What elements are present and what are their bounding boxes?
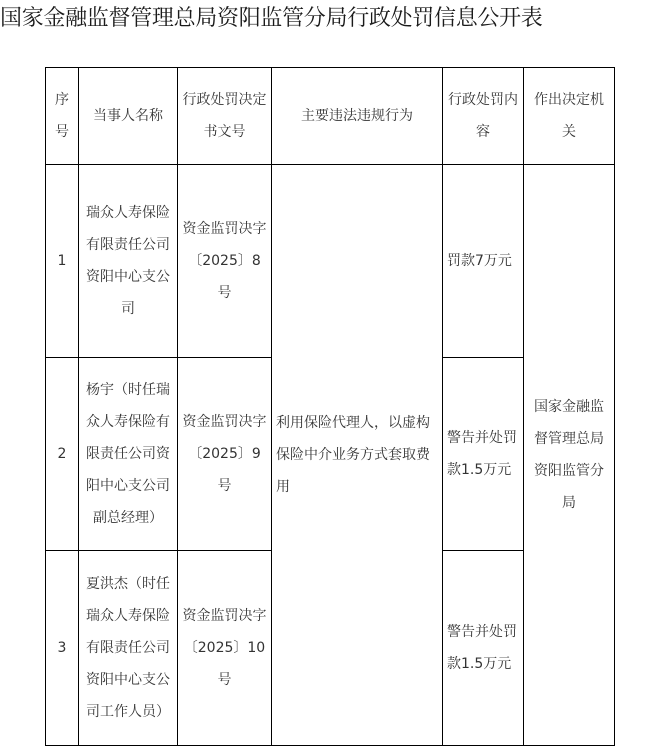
row-penalty-content: 警告并处罚款1.5万元 bbox=[443, 551, 524, 746]
header-deciding-authority: 作出决定机关 bbox=[524, 68, 615, 165]
page-title: 国家金融监督管理总局资阳监管分局行政处罚信息公开表 bbox=[0, 6, 543, 31]
row-decision-doc-number: 资金监罚决字〔2025〕10号 bbox=[178, 551, 272, 746]
header-seq: 序号 bbox=[46, 68, 79, 165]
header-decision-doc-number: 行政处罚决定书文号 bbox=[178, 68, 272, 165]
row-seq: 2 bbox=[46, 358, 79, 551]
row-party-name: 瑞众人寿保险有限责任公司资阳中心支公司 bbox=[79, 165, 178, 358]
row-penalty-content: 罚款7万元 bbox=[443, 165, 524, 358]
table-row bbox=[46, 165, 615, 358]
row-decision-doc-number: 资金监罚决字〔2025〕8号 bbox=[178, 165, 272, 358]
row-seq: 3 bbox=[46, 551, 79, 746]
row-party-name: 夏洪杰（时任瑞众人寿保险有限责任公司资阳中心支公司工作人员） bbox=[79, 551, 178, 746]
deciding-authority-cell: 国家金融监督管理总局资阳监管分局 bbox=[524, 165, 615, 746]
header-penalty-content: 行政处罚内容 bbox=[443, 68, 524, 165]
row-decision-doc-number: 资金监罚决字〔2025〕9号 bbox=[178, 358, 272, 551]
row-seq: 1 bbox=[46, 165, 79, 358]
table-header-row bbox=[46, 68, 615, 165]
penalty-info-table bbox=[45, 67, 615, 746]
header-party-name: 当事人名称 bbox=[79, 68, 178, 165]
row-penalty-content: 警告并处罚款1.5万元 bbox=[443, 358, 524, 551]
header-main-violation: 主要违法违规行为 bbox=[272, 68, 443, 165]
main-violation-cell: 利用保险代理人，以虚构保险中介业务方式套取费用 bbox=[272, 165, 443, 746]
row-party-name: 杨宇（时任瑞众人寿保险有限责任公司资阳中心支公司副总经理） bbox=[79, 358, 178, 551]
